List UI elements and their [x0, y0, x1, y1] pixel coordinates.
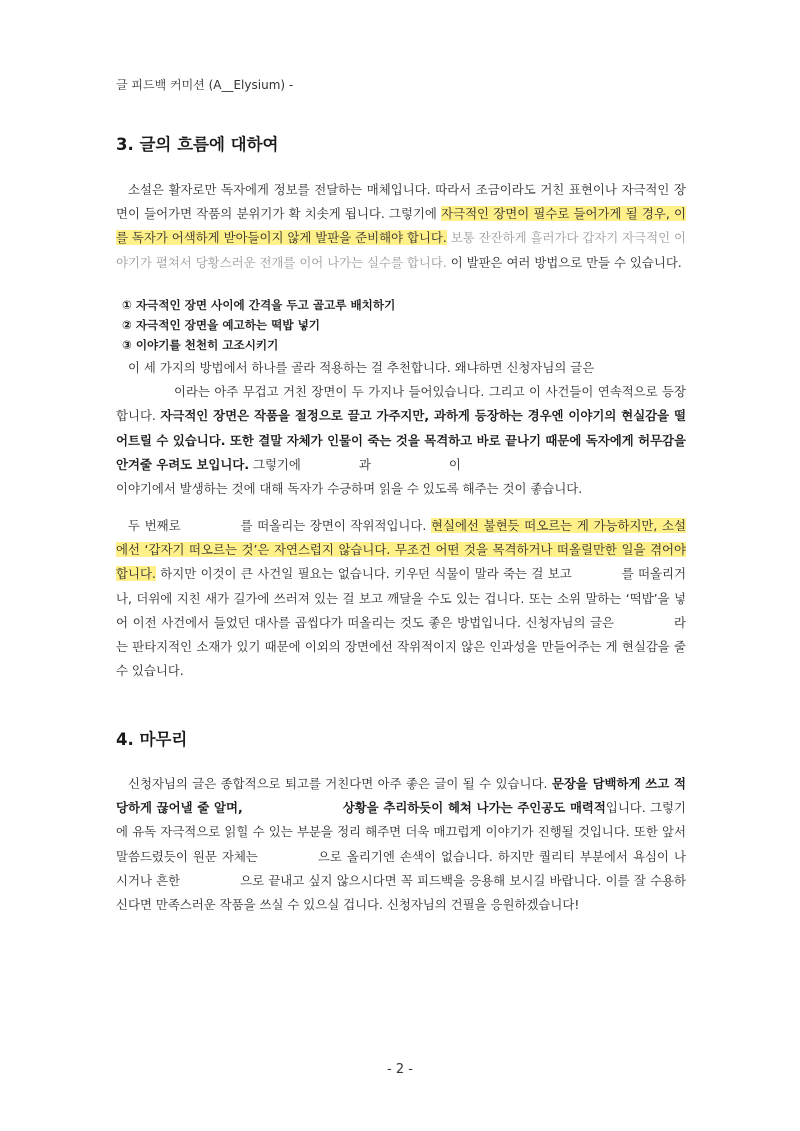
- s3p2-text-e: 이: [448, 456, 461, 472]
- s3p3-text-e: 라는 판타지적인 소재가 있기 때문에 이외의 장면에선 작위적이지 않은 인과성을 만들어주는 게 현실감을 줄 수 있습니다.: [116, 614, 686, 679]
- s3p3-text-b: 를 떠올리는 장면이 작위적입니다.: [240, 518, 432, 533]
- s4p1-text-a: 신청자님의 글은 종합적으로 퇴고를 거친다면 아주 좋은 글이 될 수 있습니다.: [128, 776, 552, 791]
- list-item: ① 자극적인 장면 사이에 간격을 두고 골고루 배치하기: [122, 298, 396, 312]
- s4p1-text-c: 으로 올리기엔 손색이 없습니다. 하지만 퀄리티 부분에서 욕심이 나시거나 흔한: [116, 848, 686, 888]
- list-item: ② 자극적인 장면을 예고하는 떡밥 넣기: [122, 318, 320, 332]
- s3p1-gray-text: 보통 잔잔하게 흘러가다 갑자기 자극적인 이야기가 펼쳐서 당황스러운 전개를 이어 나가는 실수를 합니다.: [116, 230, 686, 270]
- s3p2-text-a: 이 세 가지의 방법에서 하나를 골라 적용하는 걸 추천합니다. 왜냐하면 신청자님의 글은: [128, 360, 595, 375]
- section-3-paragraph-1: [116, 178, 686, 275]
- s4p1-text-d: 으로 끝내고 싶지 않으시다면 꼭 피드백을 응용해 보시길 바랍니다. 이를 잘 수용하신다면 만족스러운 작품을 쓰실 수 있으실 겁니다. 신청자님의 건필을 응원하겠습니다!: [116, 872, 686, 913]
- method-list: [122, 295, 395, 355]
- s3p2-bold: 자극적인 장면은 작품을 절정으로 끌고 가주지만, 과하게 등장하는 경우엔 이야기의 현실감을 떨어트릴 수 있습니다. 또한 결말 자체가 인물이 죽는 것을 목격하고 바로 끝나기 때문에 독자에게 허무감을 안겨줄 우려도 보입니다.: [116, 408, 686, 472]
- s3p1-text: 소설은 활자로만 독자에게 정보를 전달하는 매체입니다. 따라서 조금이라도 거친 표현이나 자극적인 장면이 들어가면 작품의 분위기가 확 치솟게 됩니다. 그렇기에: [116, 182, 686, 222]
- s3p3-highlight: 현실에선 불현듯 떠오르는 게 가능하지만, 소설에선 ‘갑자기 떠오르는 것’은 자연스럽지 않습니다. 무조건 어떤 것을 목격하거나 떠올릴만한 일을 겪어야 합니다.: [116, 518, 686, 582]
- section-3-title: 3. 글의 흐름에 대하여: [116, 135, 279, 154]
- s3p3-text-a: 두 번째로: [128, 518, 181, 533]
- s4p1-bold-1: 문장을 담백하게 쓰고 적당하게 끊어낼 줄 알며,: [116, 776, 686, 816]
- s3p3-text-d: 를 떠올리거나, 더위에 지친 새가 길가에 쓰러져 있는 걸 보고 깨달을 수도 있는 겁니다. 또는 소위 말하는 ‘떡밥’을 넣어 이전 사건에서 들었던 대사를 곱씹다가 떠올리는 것도 좋은 방법입니다. 신청자님의 글은: [116, 566, 687, 630]
- s3p1-highlight: 자극적인 장면이 필수로 들어가게 될 경우, 이를 독자가 어색하게 받아들이지 않게 발판을 준비해야 합니다.: [116, 206, 686, 246]
- s3p2-text-b: 이라는 아주 무겁고 거친 장면이 두 가지나 들어있습니다. 그리고 이 사건들이 연속적으로 등장합니다.: [116, 384, 686, 424]
- s3p3-text-c: 하지만 이것이 큰 사건일 필요는 없습니다. 키우던 식물이 말라 죽는 걸 보고: [155, 566, 572, 582]
- s3p2-text-f: 이야기에서 발생하는 것에 대해 독자가 수긍하며 읽을 수 있도록 해주는 것이 좋습니다.: [116, 481, 583, 497]
- s3p2-text-c: 그렇기에: [249, 456, 301, 472]
- s4p1-bold-2: 상황을 추리하듯이 헤쳐 나가는 주인공도 매력적: [342, 800, 606, 816]
- s4p1-text-b: 입니다. 그렇기에 유독 자극적으로 읽힐 수 있는 부분을 정리 해주면 더욱 매끄럽게 이야기가 진행될 것입니다. 또한 앞서 말씀드렸듯이 원문 자체는: [116, 800, 686, 864]
- list-item: ③ 이야기를 천천히 고조시키기: [122, 338, 279, 352]
- s3p2-text-d: 과: [358, 456, 371, 472]
- section-3-paragraph-2: [116, 356, 686, 501]
- page-number: - 2 -: [387, 1062, 413, 1077]
- section-4-title: 4. 마무리: [116, 730, 188, 749]
- section-3-paragraph-3: [116, 514, 686, 683]
- section-4-paragraph-1: [116, 772, 686, 917]
- s3p1-tail: 이 발판은 여러 방법으로 만들 수 있습니다.: [446, 254, 682, 270]
- document-header: 글 피드백 커미션 (A__Elysium) -: [116, 78, 294, 92]
